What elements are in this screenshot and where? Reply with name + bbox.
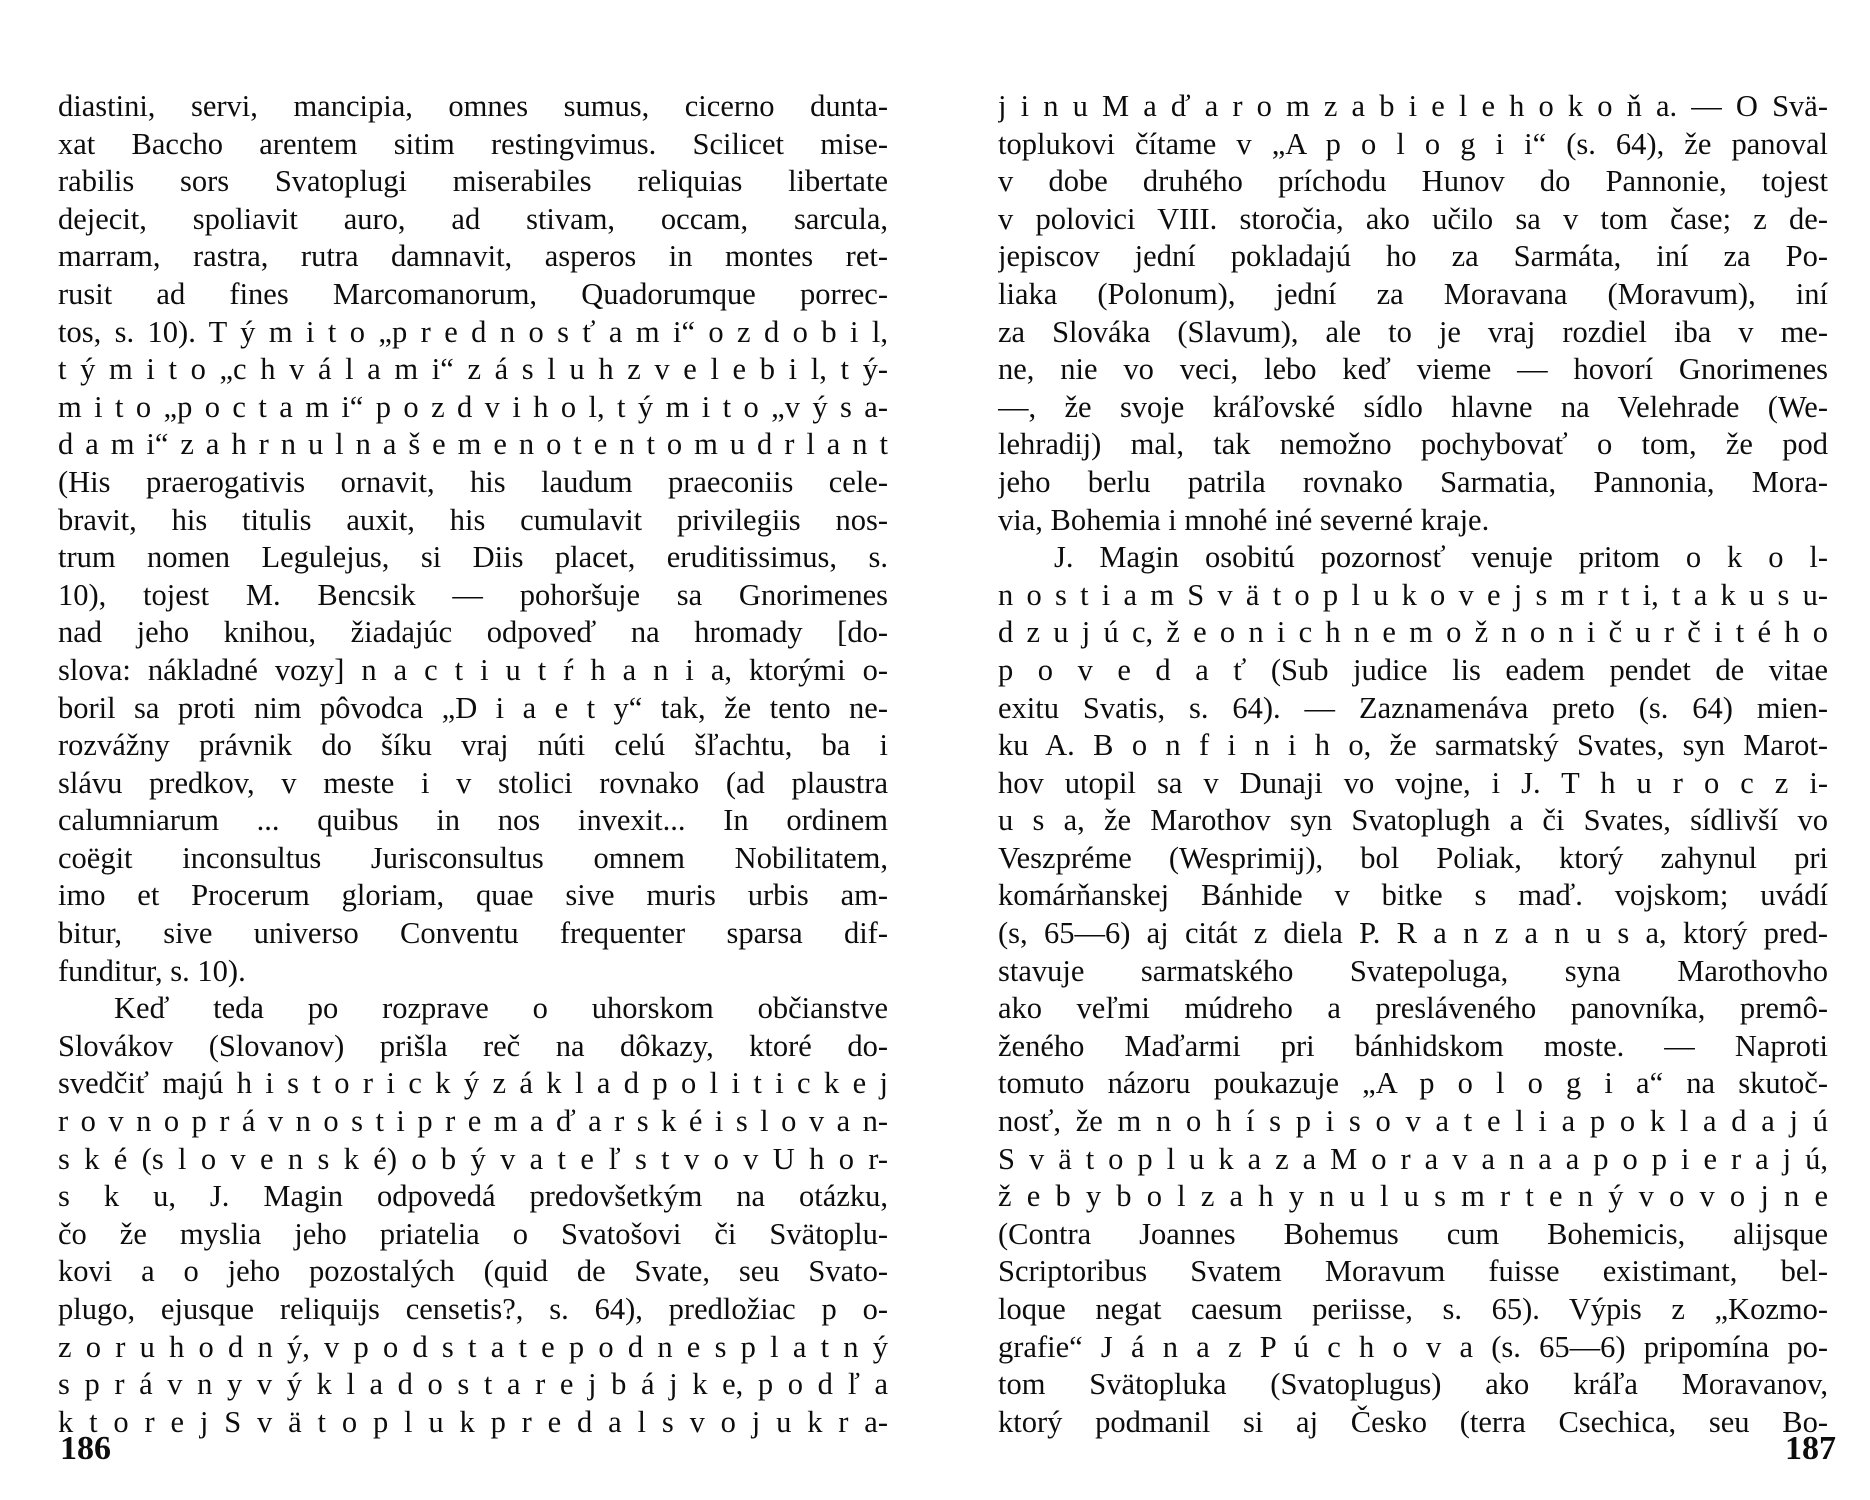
text-line: tomuto názoru poukazuje „A p o l o g i a“ na skutoč- bbox=[998, 1066, 1828, 1101]
text-line: ktorý podmanil si aj Česko (terra Csechica, seu Bo- bbox=[998, 1404, 1828, 1439]
text-line: toplukovi čítame v „A p o l o g i i“ (s. 64), že panoval bbox=[998, 126, 1828, 161]
text-line: d z u j ú c, ž e o n i c h n e m o ž n o n i č u r č i t é h o bbox=[998, 615, 1828, 650]
text-line: funditur, s. 10). bbox=[58, 953, 246, 988]
text-line: Slovákov (Slovanov) prišla reč na dôkazy, ktoré do- bbox=[58, 1028, 888, 1063]
text-line: marram, rastra, rutra damnavit, asperos in montes ret- bbox=[58, 239, 888, 274]
text-line: nad jeho knihou, žiadajúc odpoveď na hromady [do- bbox=[58, 615, 888, 650]
text-line: exitu Svatis, s. 64). — Zaznamenáva preto (s. 64) mien- bbox=[998, 690, 1828, 725]
text-line: ne, nie vo veci, lebo keď vieme — hovorí Gnorimenes bbox=[998, 352, 1828, 387]
right-page-text bbox=[998, 88, 1828, 1441]
text-line: loque negat caesum periisse, s. 65). Výpis z „Kozmo- bbox=[998, 1292, 1828, 1326]
page-number-left: 186 bbox=[60, 1430, 111, 1467]
text-line: rabilis sors Svatoplugi miserabiles reliquias libertate bbox=[58, 164, 888, 199]
text-line: dejecit, spoliavit auro, ad stivam, occam, sarcula, bbox=[58, 201, 888, 236]
text-line: ako veľmi múdreho a presláveného panovníka, premô- bbox=[998, 991, 1828, 1026]
text-line: bitur, sive universo Conventu frequenter sparsa dif- bbox=[58, 916, 888, 951]
text-line: s k u, J. Magin odpovedá predovšetkým na otázku, bbox=[58, 1179, 888, 1214]
text-line: coëgit inconsultus Jurisconsultus omnem Nobilitatem, bbox=[58, 840, 888, 875]
text-line: v polovici VIII. storočia, ako učilo sa v tom čase; z de- bbox=[998, 201, 1828, 236]
text-line: bravit, his titulis auxit, his cumulavit privilegiis nos- bbox=[58, 502, 888, 537]
text-line: s k é (s l o v e n s k é) o b ý v a t e ľ s t v o v U h o r- bbox=[58, 1141, 888, 1176]
text-line: z o r u h o d n ý, v p o d s t a t e p o d n e s p l a t n ý bbox=[58, 1329, 888, 1364]
text-line: u s a, že Marothov syn Svatoplugh a či Svates, sídlivší vo bbox=[998, 803, 1828, 838]
text-line: Keď teda po rozprave o uhorskom občianstve bbox=[114, 991, 888, 1026]
text-line: imo et Procerum gloriam, quae sive muris urbis am- bbox=[58, 878, 888, 913]
text-line: jepiscov jední pokladajú ho za Sarmáta, iní za Po- bbox=[998, 239, 1828, 274]
text-line: rozvážny právnik do šíku vraj núti celú šľachtu, ba i bbox=[58, 728, 888, 763]
text-line: (His praerogativis ornavit, his laudum praeconiis cele- bbox=[58, 464, 888, 499]
text-line: ku A. B o n f i n i h o, že sarmatský Svates, syn Marot- bbox=[998, 728, 1828, 763]
text-line: s p r á v n y v ý k l a d o s t a r e j b á j k e, p o d ľ a bbox=[58, 1367, 888, 1402]
text-line: komárňanskej Bánhide v bitke s maď. vojskom; uvádí bbox=[998, 878, 1828, 913]
text-line: j i n u M a ď a r o m z a b i e l e h o k o ň a. — O Svä- bbox=[998, 89, 1828, 123]
text-line: t ý m i t o „c h v á l a m i“ z á s l u h z v e l e b i l, t ý- bbox=[58, 352, 888, 387]
text-line: k t o r e j S v ä t o p l u k p r e d a l s v o j u k r a- bbox=[58, 1404, 888, 1439]
text-line: slávu predkov, v meste i v stolici rovnako (ad plaustra bbox=[58, 765, 888, 800]
text-line: grafie“ J á n a z P ú c h o v a (s. 65—6) pripomína po- bbox=[998, 1329, 1828, 1364]
left-page-text bbox=[58, 88, 888, 1441]
text-line: rusit ad fines Marcomanorum, Quadorumque porrec- bbox=[58, 276, 888, 311]
text-line: jeho berlu patrila rovnako Sarmatia, Pannonia, Mora- bbox=[998, 464, 1828, 499]
text-line: plugo, ejusque reliquijs censetis?, s. 64), predložiac p o- bbox=[58, 1292, 888, 1326]
text-line: m i t o „p o c t a m i“ p o z d v i h o l, t ý m i t o „v ý s a- bbox=[58, 389, 888, 424]
text-line: xat Baccho arentem sitim restingvimus. Scilicet mise- bbox=[58, 126, 888, 161]
text-line: slova: nákladné vozy] n a c t i u t ŕ h a n i a, ktorými o- bbox=[58, 652, 888, 687]
text-line: v dobe druhého príchodu Hunov do Pannonie, tojest bbox=[998, 164, 1828, 199]
text-line: trum nomen Legulejus, si Diis placet, eruditissimus, s. bbox=[58, 540, 888, 575]
text-line: za Slováka (Slavum), ale to je vraj rozdiel iba v me- bbox=[998, 314, 1828, 349]
text-line: p o v e d a ť (Sub judice lis eadem pendet de vitae bbox=[998, 652, 1828, 687]
text-line: S v ä t o p l u k a z a M o r a v a n a a p o p i e r a j ú, bbox=[998, 1141, 1828, 1176]
text-line: tom Svätopluka (Svatoplugus) ako kráľa Moravanov, bbox=[998, 1367, 1828, 1402]
text-line: diastini, servi, mancipia, omnes sumus, cicerno dunta- bbox=[58, 89, 888, 123]
text-line: (s, 65—6) aj citát z diela P. R a n z a n u s a, ktorý pred- bbox=[998, 916, 1828, 951]
text-line: d a m i“ z a h r n u l n a š e m e n o t e n t o m u d r l a n t bbox=[58, 427, 888, 462]
text-line: Veszpréme (Wesprimij), bol Poliak, ktorý zahynul pri bbox=[998, 840, 1828, 875]
text-line: lehradij) mal, tak nemožno pochybovať o tom, že pod bbox=[998, 427, 1828, 462]
text-line: ž e b y b o l z a h y n u l u s m r t e n ý v o v o j n e bbox=[998, 1179, 1828, 1214]
text-line: J. Magin osobitú pozornosť venuje pritom o k o l- bbox=[1054, 540, 1828, 575]
text-line: ženého Maďarmi pri bánhidskom moste. — Naproti bbox=[998, 1028, 1828, 1063]
text-line: čo že myslia jeho priatelia o Svatošovi či Svätoplu- bbox=[58, 1216, 888, 1251]
text-line: stavuje sarmatského Svatepoluga, syna Marothovho bbox=[998, 953, 1828, 988]
text-line: r o v n o p r á v n o s t i p r e m a ď a r s k é i s l o v a n- bbox=[58, 1104, 888, 1139]
text-line: calumniarum ... quibus in nos invexit... In ordinem bbox=[58, 803, 888, 838]
text-line: via, Bohemia i mnohé iné severné kraje. bbox=[998, 502, 1490, 537]
text-line: n o s t i a m S v ä t o p l u k o v e j s m r t i, t a k u s u- bbox=[998, 577, 1828, 612]
text-line: nosť, že m n o h í s p i s o v a t e l i a p o k l a d a j ú bbox=[998, 1104, 1828, 1139]
text-line: liaka (Polonum), jední za Moravana (Moravum), iní bbox=[998, 276, 1828, 311]
text-line: tos, s. 10). T ý m i t o „p r e d n o s ť a m i“ o z d o b i l, bbox=[58, 314, 888, 349]
page-number-right: 187 bbox=[1785, 1430, 1836, 1467]
text-line: 10), tojest M. Bencsik — pohoršuje sa Gnorimenes bbox=[58, 577, 888, 612]
text-line: boril sa proti nim pôvodca „D i a e t y“ tak, že tento ne- bbox=[58, 690, 888, 725]
text-line: kovi a o jeho pozostalých (quid de Svate, seu Svato- bbox=[58, 1254, 888, 1289]
text-line: svedčiť majú h i s t o r i c k ý z á k l a d p o l i t i c k e j bbox=[58, 1066, 888, 1101]
text-line: (Contra Joannes Bohemus cum Bohemicis, alijsque bbox=[998, 1216, 1828, 1251]
text-line: hov utopil sa v Dunaji vo vojne, i J. T h u r o c z i- bbox=[998, 765, 1828, 800]
text-line: Scriptoribus Svatem Moravum fuisse existimant, bel- bbox=[998, 1254, 1828, 1289]
text-line: —, že svoje kráľovské sídlo hlavne na Velehrade (We- bbox=[998, 389, 1828, 424]
